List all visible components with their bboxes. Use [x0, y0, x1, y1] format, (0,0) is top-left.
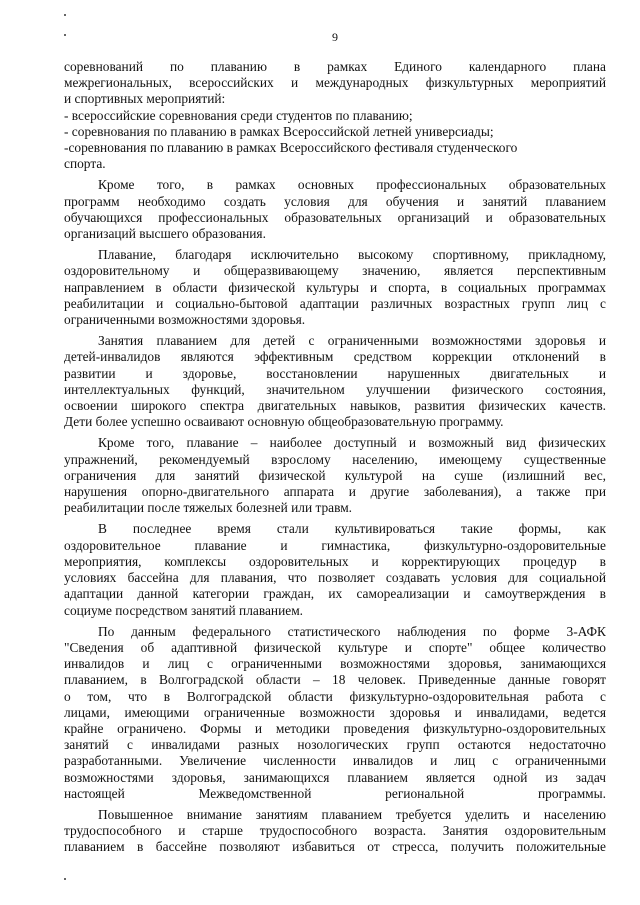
- paragraph: [64, 247, 606, 328]
- text-line: ограниченными возможностями здоровья.: [64, 312, 306, 328]
- paragraph: [64, 624, 606, 802]
- scan-mark: [64, 878, 66, 880]
- text-line: - соревнования по плаванию в рамках Всероссийской летней универсиады;: [64, 123, 494, 139]
- text-line: Кроме того, плавание – наиболее доступный и возможный вид физических: [98, 435, 606, 451]
- text-line: нарушения опорно-двигательного аппарата и другие заболевания), а также при: [64, 484, 606, 500]
- text-line: реабилитации после тяжелых болезней или травм.: [64, 500, 353, 516]
- text-line: ограничения для занятий физической культурой на суше (излишний вес,: [64, 467, 606, 483]
- text-line: освоении широкого спектра двигательных навыков, развития физических качеств.: [64, 398, 606, 414]
- paragraph: [64, 521, 606, 618]
- text-line: трудоспособного и старше трудоспособного возраста. Занятия оздоровительным: [64, 823, 606, 839]
- text-line: условиях бассейна для плавания, что позволяет создавать условия для социальной: [64, 570, 606, 586]
- text-line: реабилитации и социально-бытовой адаптации различных возрастных групп лиц с: [64, 295, 606, 311]
- text-line: обучающихся профессиональных образовательных организаций и образовательных: [64, 209, 606, 225]
- paragraph: [64, 435, 606, 516]
- text-line: и спортивных мероприятий:: [64, 91, 226, 107]
- page-number: 9: [332, 30, 338, 44]
- text-line: спорта.: [64, 156, 106, 172]
- scan-mark: [64, 14, 66, 16]
- text-line: детей-инвалидов являются эффективным средством коррекции отклонений в: [64, 349, 606, 365]
- paragraph: [64, 807, 606, 856]
- text-line: направлением в области физической культуры и спорта, в социальных программах: [64, 279, 606, 295]
- text-line: организаций высшего образования.: [64, 226, 266, 242]
- text-line: Занятия плаванием для детей с ограниченными возможностями здоровья и: [98, 333, 606, 349]
- text-line: инвалидов и лиц с ограниченными возможностями здоровья, занимающихся: [64, 656, 606, 672]
- scan-mark: [64, 34, 66, 36]
- paragraph: [64, 59, 606, 172]
- text-line: лицами, имеющими ограниченные возможности здоровья и инвалидами, ведется: [64, 704, 606, 720]
- text-line: адаптации данной категории граждан, их самореализации и самоутверждения в: [64, 586, 606, 602]
- document-body: [64, 59, 606, 856]
- text-line: мероприятия, комплексы оздоровительных и корректирующих процедур в: [64, 553, 606, 569]
- text-line: развитии и здоровье, восстановлении нарушенных двигательных и: [64, 365, 606, 381]
- paragraph: [64, 333, 606, 430]
- text-line: программ необходимо создать условия для обучения и занятий плаванием: [64, 193, 606, 209]
- text-line: занятий с инвалидами разных нозологических групп остаются недостаточно: [64, 737, 606, 753]
- text-line: плаванием в бассейне позволяют избавиться от стресса, получить положительные: [64, 839, 606, 855]
- text-line: - всероссийские соревнования среди студентов по плаванию;: [64, 107, 413, 123]
- text-line: Повышенное внимание занятиям плаванием требуется уделить и населению: [98, 806, 606, 822]
- text-line: оздоровительное плавание и гимнастика, физкультурно-оздоровительные: [64, 537, 606, 553]
- paragraph: [64, 177, 606, 242]
- text-line: интеллектуальных функций, значительном улучшении физического состояния,: [64, 381, 606, 397]
- text-line: социуме посредством занятий плаванием.: [64, 602, 304, 618]
- text-line: соревнований по плаванию в рамках Единого календарного плана: [64, 59, 606, 74]
- text-line: о том, что в Волгоградской области физкультурно-оздоровительная работа с: [64, 688, 606, 704]
- text-line: межрегиональных, всероссийских и международных физкультурных мероприятий: [64, 75, 606, 91]
- text-line: упражнений, рекомендуемый взрослому населению, имеющему существенные: [64, 451, 606, 467]
- text-line: Кроме того, в рамках основных профессиональных образовательных: [98, 177, 606, 193]
- text-line: -соревнования по плаванию в рамках Всероссийского фестиваля студенческого: [64, 140, 518, 156]
- text-line: возможностями здоровья, занимающихся плаванием является одной из задач: [64, 769, 606, 785]
- text-line: плаванием, в Волгоградской области – 18 человек. Приведенные данные говорят: [64, 672, 606, 688]
- text-line: По данным федерального статистического наблюдения по форме 3-АФК: [98, 623, 606, 639]
- text-line: В последнее время стали культивироваться такие формы, как: [98, 521, 606, 537]
- text-line: оздоровительному и общеразвивающему значению, является перспективным: [64, 263, 606, 279]
- text-line: "Сведения об адаптивной физической культуре и спорте" общее количество: [64, 639, 606, 655]
- text-line: настоящей Межведомственной региональной программы.: [64, 785, 606, 801]
- text-line: Дети более успешно осваивают основную общеобразовательную программу.: [64, 414, 504, 430]
- text-line: разработанными. Увеличение численности инвалидов и лиц с ограниченными: [64, 753, 606, 769]
- text-line: крайне ограничено. Формы и методики проведения физкультурно-оздоровительных: [64, 720, 606, 736]
- text-line: Плавание, благодаря исключительно высокому спортивному, прикладному,: [98, 247, 606, 263]
